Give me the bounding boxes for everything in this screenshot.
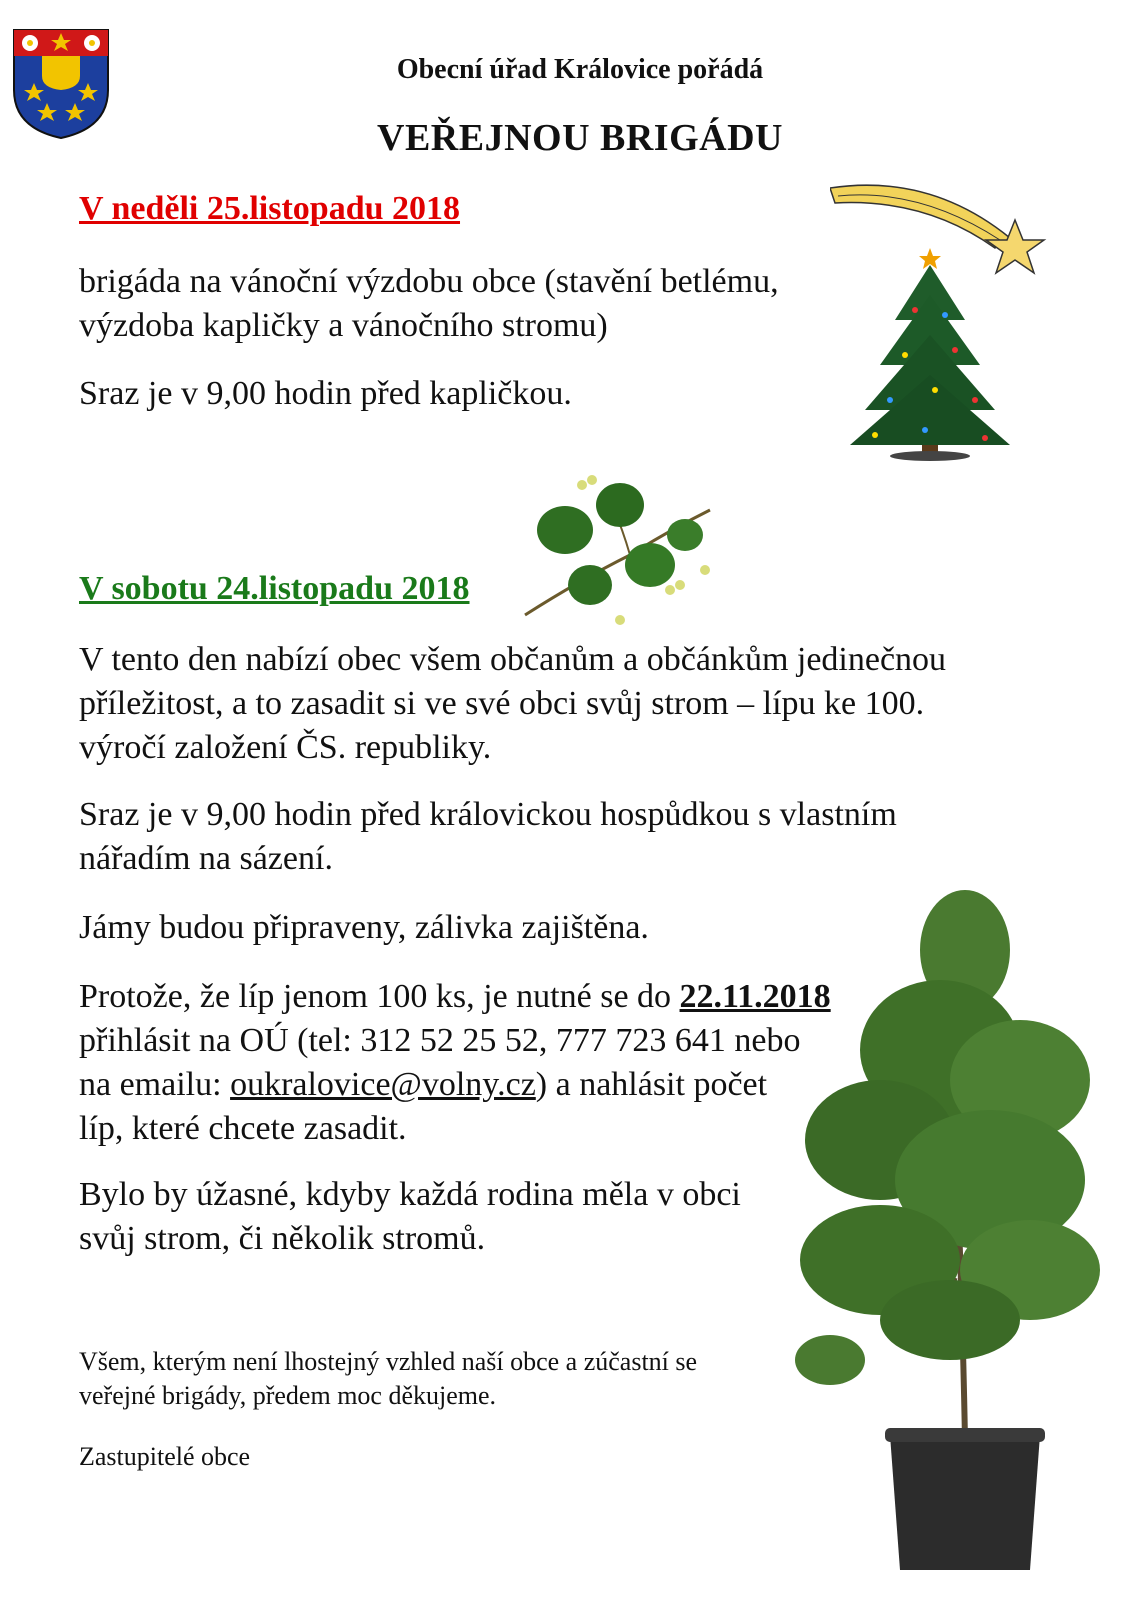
event2-date: V sobotu 24.listopadu 2018	[79, 570, 470, 607]
thanks-note	[79, 1345, 697, 1413]
coat-of-arms-icon	[12, 28, 110, 140]
event1-line1: brigáda na vánoční výzdobu obce (stavění betlému,	[79, 263, 779, 300]
event2-paragraph3: Jámy budou připraveny, zálivka zajištěna.	[79, 909, 649, 946]
event2-p1-l2: příležitost, a to zasadit si ve své obci svůj strom – lípu ke 100.	[79, 685, 925, 722]
event2-p4-l3-pre: na emailu:	[79, 1066, 231, 1103]
event1-line2: výzdoba kapličky a vánočního stromu)	[79, 307, 608, 344]
event2-paragraph1	[79, 638, 946, 770]
event2-p1-l3: výročí založení ČS. republiky.	[79, 729, 492, 766]
thanks-l1: Všem, kterým není lhostejný vzhled naší obce a zúčastní se	[79, 1347, 698, 1376]
event1-description	[79, 260, 779, 348]
event2-p4-l2: přihlásit na OÚ (tel: 312 52 25 52, 777 723 641 nebo	[79, 1022, 801, 1059]
event2-p4-l1	[79, 975, 831, 1019]
event2-p2-l2: nářadím na sázení.	[79, 840, 333, 877]
event2-p1-l1: V tento den nabízí obec všem občanům a občánkům jedinečnou	[79, 641, 947, 678]
christmas-tree-icon	[845, 240, 1015, 465]
organizer-line: Obecní úřad Královice pořádá	[396, 54, 764, 85]
event2-p4-l3-post: ) a nahlásit počet	[535, 1066, 768, 1103]
event2-paragraph2	[79, 793, 897, 881]
event2-p5-l1: Bylo by úžasné, kdyby každá rodina měla v obci	[79, 1176, 741, 1213]
event2-p4-l3	[79, 1063, 831, 1107]
registration-deadline: 22.11.2018	[679, 978, 831, 1015]
linden-branch-icon	[520, 460, 730, 645]
event2-p4-l1-text: Protože, že líp jenom 100 ks, je nutné se do	[79, 978, 680, 1015]
event1-date: V neděli 25.listopadu 2018	[79, 190, 461, 227]
potted-linden-tree-icon	[790, 880, 1110, 1580]
event2-p2-l1: Sraz je v 9,00 hodin před královickou hospůdkou s vlastním	[79, 796, 897, 833]
signature: Zastupitelé obce	[79, 1442, 251, 1471]
event1-meet: Sraz je v 9,00 hodin před kapličkou.	[79, 375, 572, 412]
event2-p5-l2: svůj strom, či několik stromů.	[79, 1220, 486, 1257]
email-link[interactable]: oukralovice@volny.cz	[230, 1066, 536, 1103]
thanks-l2: veřejné brigády, předem moc děkujeme.	[79, 1381, 497, 1410]
page-title: VEŘEJNOU BRIGÁDU	[377, 117, 783, 159]
event2-paragraph4	[79, 975, 831, 1151]
event2-p4-l4: líp, které chcete zasadit.	[79, 1110, 407, 1147]
event2-paragraph5	[79, 1173, 741, 1261]
